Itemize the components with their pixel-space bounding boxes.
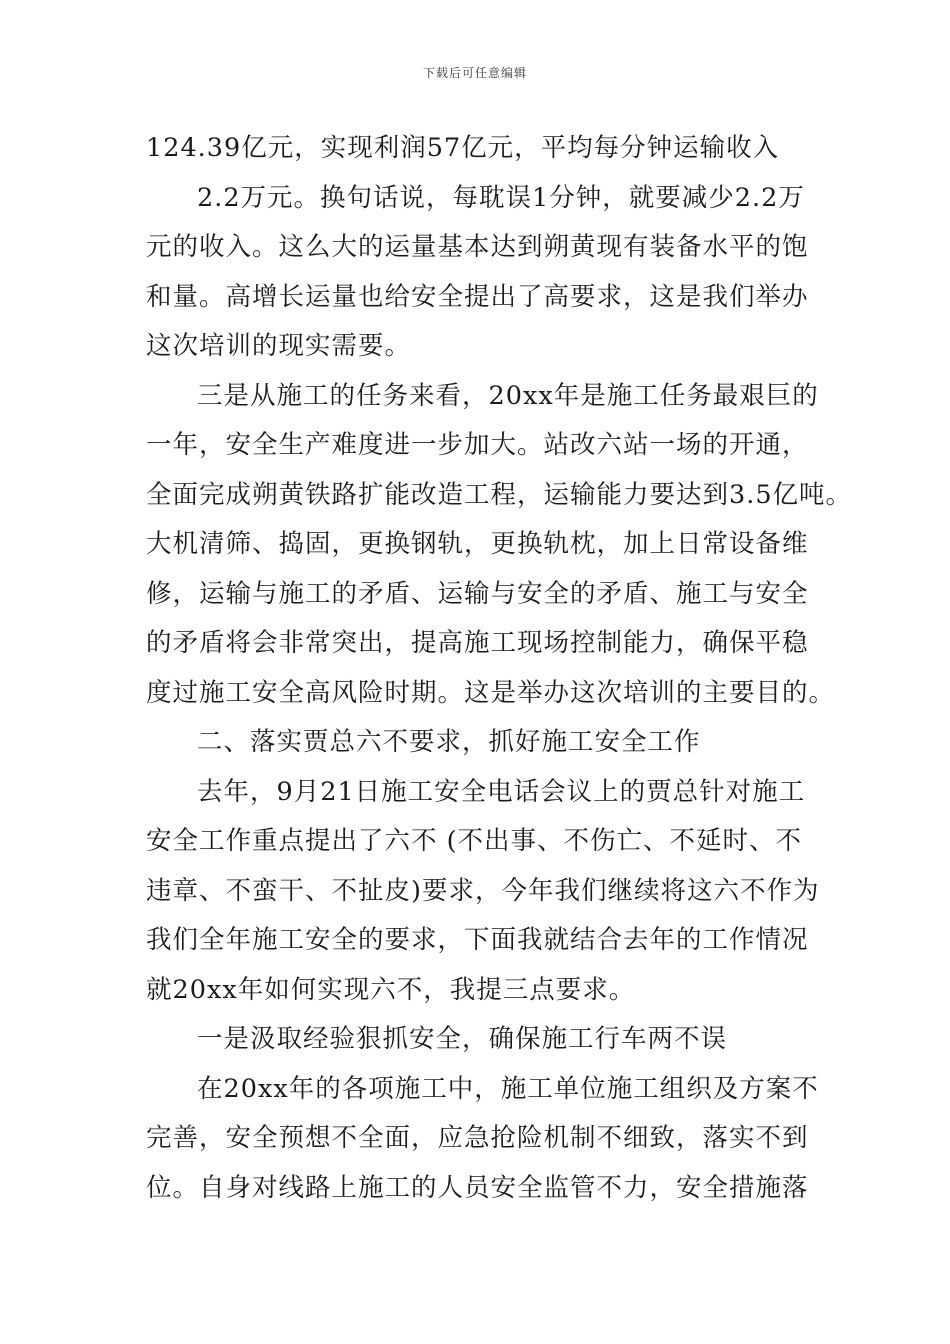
text-line-7: 一年，安全生产难度进一步加大。站改六站一场的开通， xyxy=(146,430,809,460)
text-line-21: 完善，安全预想不全面，应急抢险机制不细致，落实不到 xyxy=(146,1123,809,1153)
text-line-12: 度过施工安全高风险时期。这是举办这次培训的主要目的。 xyxy=(146,677,836,708)
text-line-17: 我们全年施工安全的要求，下面我就结合去年的工作情况 xyxy=(146,925,809,955)
text-line-2: 2.2万元。换句话说，每耽误1分钟，就要减少2.2万 xyxy=(197,182,805,213)
section-heading-2: 二、落实贾总六不要求，抓好施工安全工作 xyxy=(197,727,701,757)
text-line-9: 大机清筛、捣固，更换钢轨，更换轨枕，加上日常设备维 xyxy=(146,529,809,559)
text-line-4: 和量。高增长运量也给安全提出了高要求，这是我们举办 xyxy=(146,281,809,312)
text-line-3: 元的收入。这么大的运量基本达到朔黄现有装备水平的饱 xyxy=(146,232,809,262)
page-header: 下载后可任意编辑 xyxy=(422,66,527,80)
text-line-15: 安全工作重点提出了六不 (不出事、不伤亡、不延时、不 xyxy=(146,826,803,856)
text-line-11: 的矛盾将会非常突出，提高施工现场控制能力，确保平稳 xyxy=(146,628,809,658)
text-line-20: 在20xx年的各项施工中，施工单位施工组织及方案不 xyxy=(197,1073,819,1104)
text-line-14: 去年，9月21日施工安全电话会议上的贾总针对施工 xyxy=(197,776,806,807)
text-line-10: 修，运输与施工的矛盾、运输与安全的矛盾、施工与安全 xyxy=(146,578,809,609)
text-line-22: 位。自身对线路上施工的人员安全监管不力，安全措施落 xyxy=(146,1172,809,1203)
text-line-1: 124.39亿元，实现利润57亿元，平均每分钟运输收入 xyxy=(146,133,780,163)
text-line-18: 就20xx年如何实现六不，我提三点要求。 xyxy=(146,974,636,1005)
text-line-5: 这次培训的现实需要。 xyxy=(146,331,412,361)
document-body xyxy=(146,128,853,1217)
text-line-8: 全面完成朔黄铁路扩能改造工程，运输能力要达到3.5亿吨。 xyxy=(146,479,853,510)
text-line-16: 违章、不蛮干、不扯皮)要求，今年我们继续将这六不作为 xyxy=(146,875,820,906)
text-line-6: 三是从施工的任务来看，20xx年是施工任务最艰巨的 xyxy=(197,380,819,411)
subsection-heading-1: 一是汲取经验狠抓安全，确保施工行车两不误 xyxy=(197,1024,728,1054)
